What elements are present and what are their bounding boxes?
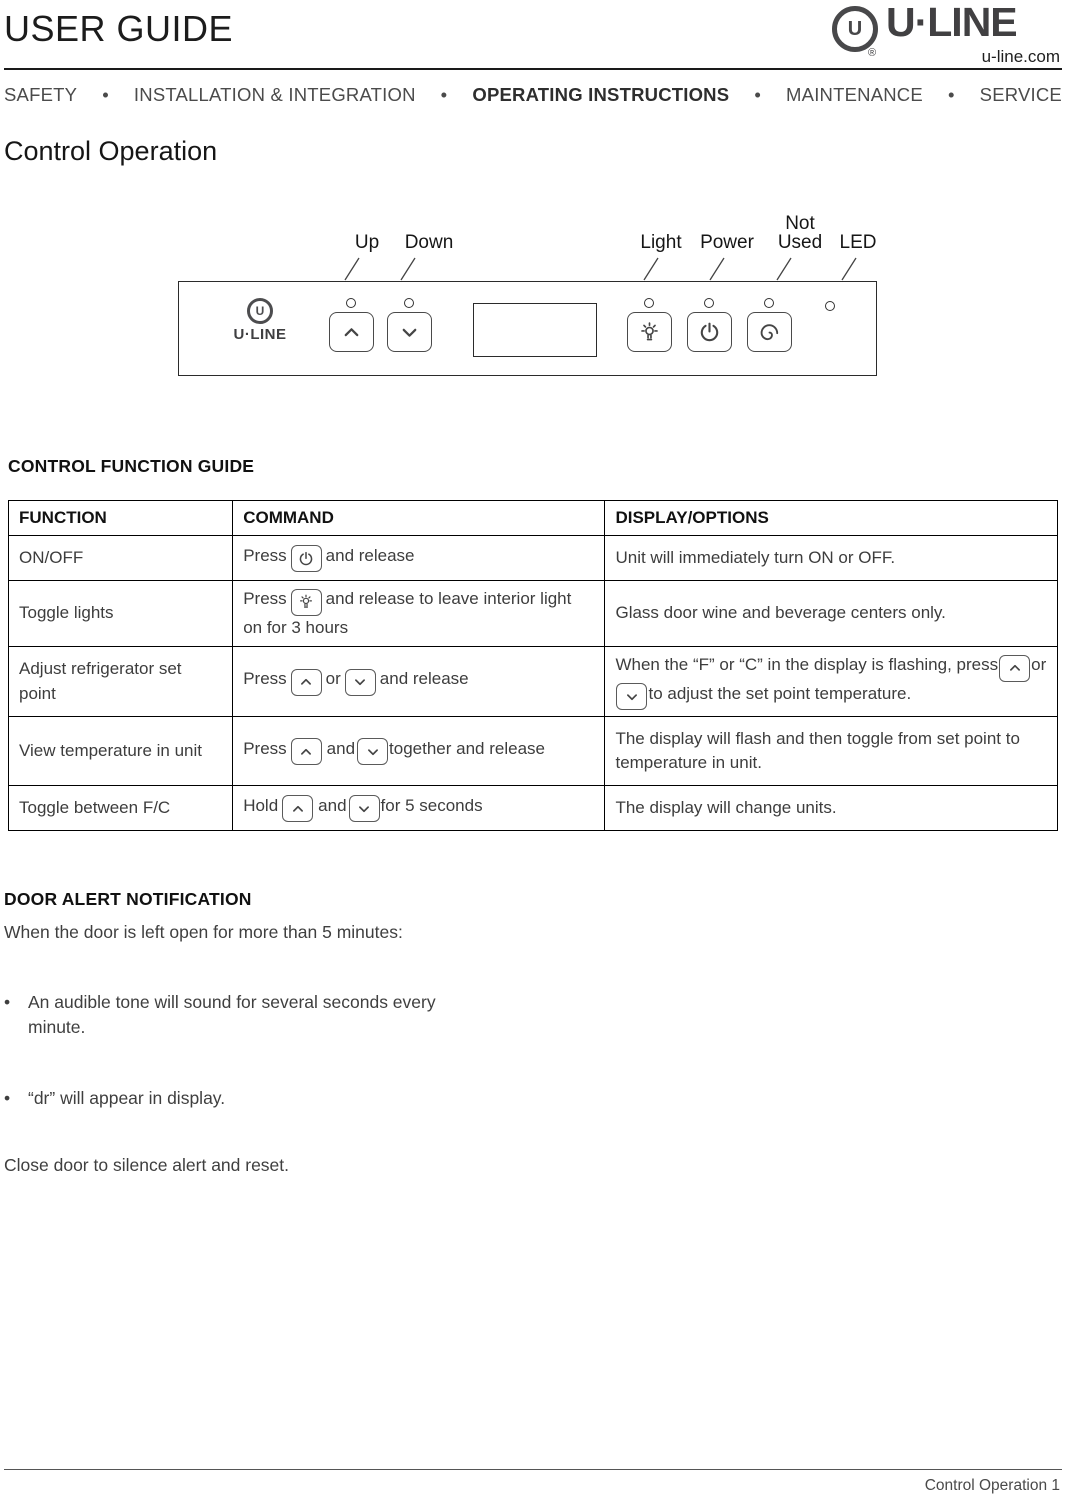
- command-text: Press: [243, 589, 287, 608]
- nav-item-safety[interactable]: SAFETY: [4, 84, 78, 105]
- label-not: Not: [785, 213, 815, 234]
- down-led: [404, 298, 414, 308]
- cell-display: The display will flash and then toggle from set point to temperature in unit.: [605, 717, 1058, 786]
- down-button-icon: [345, 669, 376, 696]
- display-text: to adjust the set point temperature.: [648, 683, 912, 703]
- up-button-icon: [291, 669, 322, 696]
- command-text: and: [318, 795, 347, 815]
- power-button-icon: [291, 545, 322, 572]
- down-button-icon: [349, 795, 380, 822]
- power-icon: [697, 320, 722, 345]
- breadcrumb: [4, 84, 1062, 106]
- power-button[interactable]: [687, 312, 732, 352]
- nav-separator: •: [440, 84, 448, 105]
- down-button[interactable]: [387, 312, 432, 352]
- cell-function: Adjust refrigerator set point: [9, 647, 233, 717]
- label-light: Light: [640, 232, 682, 253]
- uline-logo-mark-icon: [832, 6, 878, 52]
- section-title: Control Operation: [4, 136, 218, 166]
- cell-command: [233, 786, 605, 831]
- up-button-icon: [999, 655, 1030, 682]
- nav-separator: •: [754, 84, 762, 105]
- bullet-text: “dr” will appear in display.: [28, 1088, 226, 1108]
- column-header-function: FUNCTION: [9, 501, 233, 536]
- label-up: Up: [354, 232, 380, 253]
- list-item: [4, 1086, 225, 1111]
- label-power: Power: [700, 232, 754, 253]
- uline-logo: [832, 0, 1062, 69]
- temperature-display: [473, 303, 597, 357]
- pointer-lines: [178, 215, 878, 281]
- command-text: and: [326, 738, 356, 758]
- status-led: [825, 301, 835, 311]
- bullet-text: An audible tone will sound for several seconds every minute.: [28, 992, 436, 1037]
- bullet-marker: •: [4, 992, 11, 1012]
- cell-command: [233, 536, 605, 581]
- nav-item-maintenance[interactable]: MAINTENANCE: [786, 84, 923, 105]
- cell-command: [233, 717, 605, 786]
- nav-item-installation[interactable]: INSTALLATION & INTEGRATION: [133, 84, 416, 105]
- control-function-guide-heading: CONTROL FUNCTION GUIDE: [8, 456, 255, 476]
- header-divider: [4, 68, 1062, 70]
- table-header-row: [9, 501, 1058, 536]
- light-button[interactable]: [627, 312, 672, 352]
- nav-item-operating-instructions[interactable]: OPERATING INSTRUCTIONS: [472, 84, 730, 105]
- not-used-led: [764, 298, 774, 308]
- display-text: or: [1031, 655, 1047, 675]
- logo-u-letter: U: [847, 17, 863, 40]
- down-button-icon: [357, 738, 388, 765]
- cell-function: ON/OFF: [9, 536, 233, 581]
- cell-display: [605, 647, 1058, 717]
- panel-uline-wordmark: U·LINE: [233, 326, 287, 343]
- control-function-table: [8, 500, 1058, 831]
- label-used: Used: [777, 232, 823, 253]
- cell-command: [233, 581, 605, 647]
- uline-site-url: u-line.com: [981, 47, 1060, 66]
- light-button-icon: [291, 589, 322, 616]
- panel-uline-logo: [217, 298, 303, 343]
- chevron-up-icon: [339, 320, 364, 345]
- bullet-marker: •: [4, 1088, 11, 1108]
- command-text: for 5 seconds: [380, 795, 483, 815]
- cell-function: Toggle between F/C: [9, 786, 233, 831]
- column-header-display-options: DISPLAY/OPTIONS: [605, 501, 1058, 536]
- up-button[interactable]: [329, 312, 374, 352]
- light-bulb-icon: [637, 320, 662, 345]
- not-used-button: [747, 312, 792, 352]
- label-led: LED: [839, 232, 877, 253]
- command-text: and release to leave interior light on for 3 hours: [243, 589, 572, 637]
- table-row: [9, 536, 1058, 581]
- cell-command: [233, 647, 605, 717]
- up-button-icon: [291, 738, 322, 765]
- control-panel-diagram: [178, 215, 878, 380]
- panel-logo-u-letter: U: [255, 304, 265, 318]
- cell-display: Unit will immediately turn ON or OFF.: [605, 536, 1058, 581]
- panel-uline-logo-mark-icon: [247, 298, 273, 324]
- footer-divider: [4, 1469, 1062, 1470]
- up-led: [346, 298, 356, 308]
- table-row: [9, 581, 1058, 647]
- column-header-command: COMMAND: [233, 501, 605, 536]
- command-text: or: [325, 669, 341, 689]
- command-text: Hold: [243, 795, 279, 815]
- chevron-down-icon: [397, 320, 422, 345]
- table-row: [9, 786, 1058, 831]
- command-text: Press: [243, 669, 287, 689]
- nav-separator: •: [947, 84, 955, 105]
- cell-function: Toggle lights: [9, 581, 233, 647]
- display-text: When the “F” or “C” in the display is flashing, press: [615, 655, 999, 675]
- table-row: [9, 717, 1058, 786]
- down-button-icon: [616, 683, 647, 710]
- page-footer: Control Operation 1: [924, 1477, 1060, 1494]
- label-down: Down: [404, 232, 454, 253]
- list-item: [4, 990, 468, 1040]
- power-led: [704, 298, 714, 308]
- table-row: [9, 647, 1058, 717]
- command-text: and release: [379, 669, 469, 689]
- door-alert-closing: Close door to silence alert and reset.: [4, 1155, 290, 1175]
- cell-display: The display will change units.: [605, 786, 1058, 831]
- uline-wordmark: U·LINE: [886, 0, 1017, 45]
- command-text: Press: [243, 738, 287, 758]
- up-button-icon: [282, 795, 313, 822]
- door-alert-intro: When the door is left open for more than 5 minutes:: [4, 922, 403, 942]
- cell-display: Glass door wine and beverage centers only.: [605, 581, 1058, 647]
- nav-item-service[interactable]: SERVICE: [979, 84, 1062, 105]
- door-alert-heading: DOOR ALERT NOTIFICATION: [4, 889, 252, 909]
- light-led: [644, 298, 654, 308]
- page-title: USER GUIDE: [4, 8, 234, 49]
- command-text: and release: [325, 545, 415, 565]
- cell-function: View temperature in unit: [9, 717, 233, 786]
- command-text: together and release: [389, 738, 545, 758]
- swirl-icon: [757, 320, 782, 345]
- nav-separator: •: [102, 84, 109, 105]
- command-text: Press: [243, 545, 287, 565]
- registered-mark: ®: [868, 47, 877, 59]
- control-panel: [178, 281, 877, 376]
